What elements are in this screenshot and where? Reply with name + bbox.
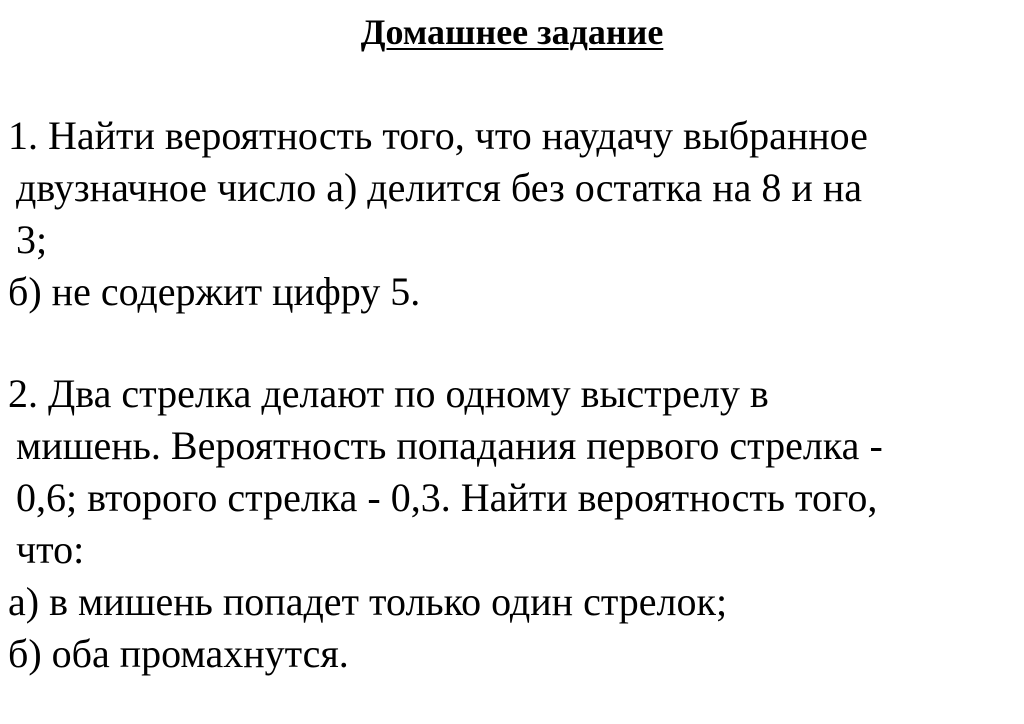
task-2-line-5: а) в мишень попадет только один стрелок;	[8, 579, 728, 624]
page-title	[0, 10, 1024, 54]
task-2-line-4: что:	[16, 527, 85, 572]
task-1-line-1: 1. Найти вероятность того, что наудачу выбранное	[8, 113, 868, 158]
task-1-line-2: двузначное число а) делится без остатка на 8 и на	[16, 165, 862, 210]
page-title-text: Домашнее задание	[360, 12, 664, 52]
task-2-line-3: 0,6; второго стрелка - 0,3. Найти вероятность того,	[16, 475, 878, 520]
task-1-line-3: 3;	[16, 217, 48, 262]
task-1-line-4: б) не содержит цифру 5.	[8, 269, 421, 314]
task-2-line-2: мишень. Вероятность попадания первого стрелка -	[16, 423, 883, 468]
task-2-line-1: 2. Два стрелка делают по одному выстрелу в	[8, 371, 769, 416]
task-2-line-6: б) оба промахнутся.	[8, 631, 349, 676]
